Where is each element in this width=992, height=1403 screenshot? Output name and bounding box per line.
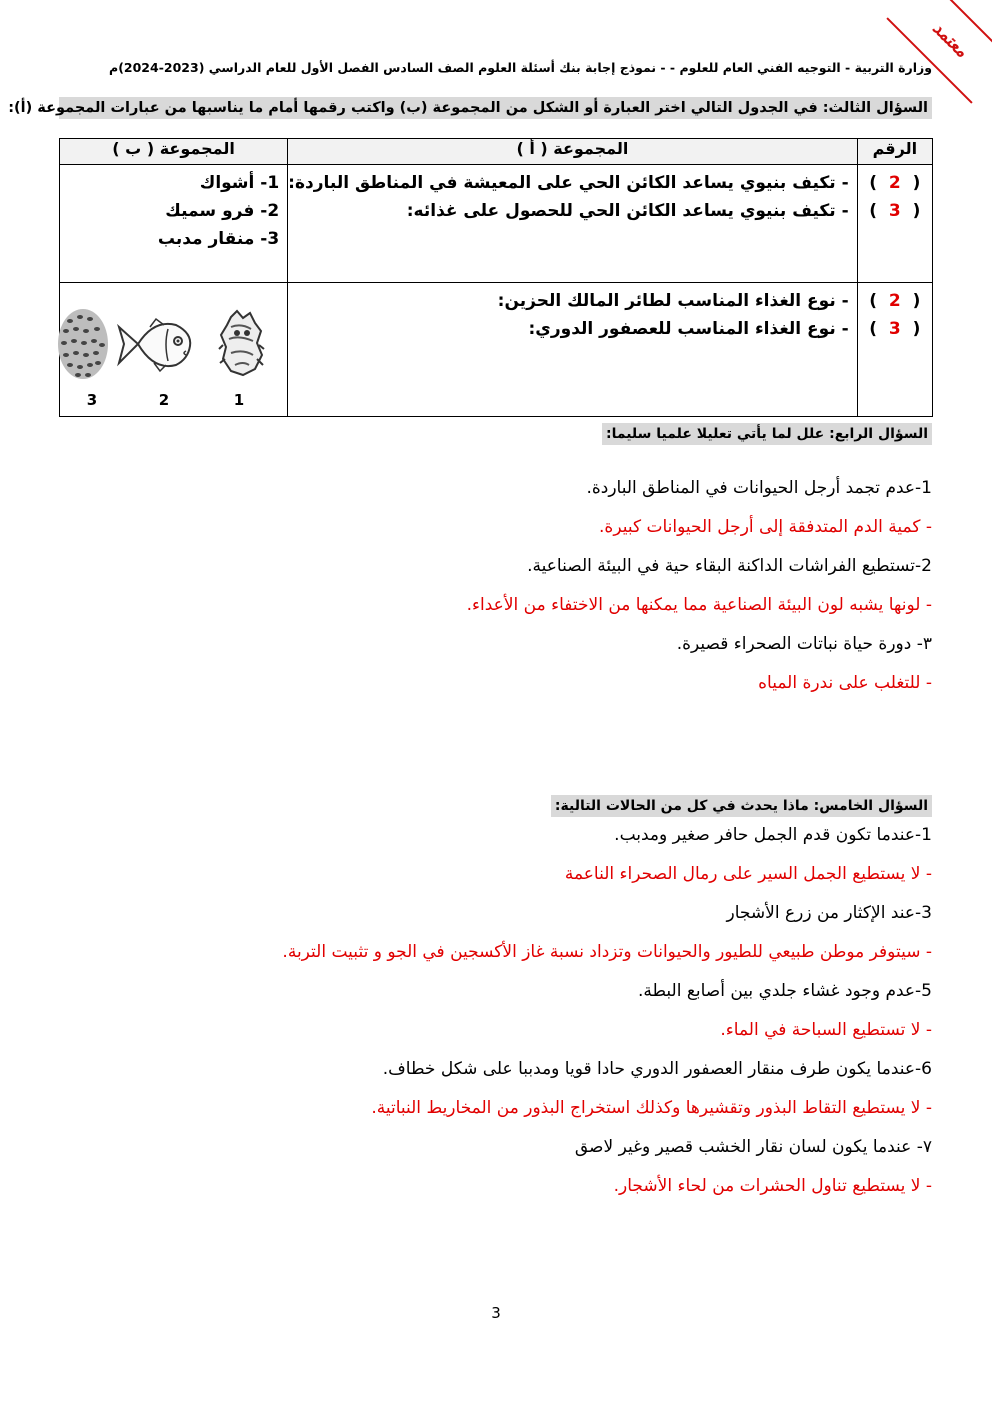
answer-number: 3 bbox=[888, 201, 901, 221]
col-header-num: الرقم bbox=[857, 139, 932, 165]
question-line: 2-تستطيع الفراشات الداكنة البقاء حية في البيئة الصناعية. bbox=[527, 556, 932, 576]
answer-line: - كمية الدم المتدفقة إلى أرجل الحيوانات كبيرة. bbox=[599, 517, 932, 537]
question-line: 3-عند الإكثار من زرع الأشجار bbox=[726, 903, 932, 923]
answer-line: - للتغلب على ندرة المياه bbox=[758, 673, 932, 693]
fish-picture bbox=[116, 313, 194, 375]
q3-heading: السؤال الثالث: في الجدول التالي اختر العبارة أو الشكل من المجموعة (ب) واكتب رقمها أمام ما يناسبها من عبارات المجموعة (أ): bbox=[59, 97, 932, 119]
group-a-cell bbox=[288, 165, 858, 283]
question-line: ٧- عندما يكون لسان نقار الخشب قصير وغير لاصق bbox=[574, 1137, 932, 1157]
approved-stamp bbox=[886, 0, 992, 104]
table-row bbox=[60, 283, 933, 417]
question-line: 1-عندما تكون قدم الجمل حافر صغير ومدبب. bbox=[614, 825, 932, 845]
group-a-item: - نوع الغذاء المناسب لطائر المالك الحزين: bbox=[497, 291, 849, 311]
page-header: وزارة التربية - التوجيه الفني العام للعلوم - - نموذج إجابة بنك أسئلة العلوم الصف السادس الفصل الأول للعام الدراسي (2023-2024)م bbox=[109, 60, 932, 75]
question-line: ٣- دورة حياة نباتات الصحراء قصيرة. bbox=[676, 634, 932, 654]
answer-number: 3 bbox=[888, 319, 901, 339]
question-line: 6-عندما يكون طرف منقار العصفور الدوري حادا قويا ومدببا على شكل خطاف. bbox=[382, 1059, 932, 1079]
answer-number: 2 bbox=[888, 173, 901, 193]
answer-line: - لا يستطيع التقاط البذور وتقشيرها وكذلك استخراج البذور من المخاريط النباتية. bbox=[371, 1098, 932, 1118]
group-a-item: - تكيف بنيوي يساعد الكائن الحي على المعيشة في المناطق الباردة: bbox=[288, 173, 849, 193]
answer-line: - لا تستطيع السباحة في الماء. bbox=[720, 1020, 932, 1040]
pictures-cell bbox=[60, 283, 288, 417]
picture-label: 1 bbox=[233, 391, 245, 409]
group-a-item: - تكيف بنيوي يساعد الكائن الحي للحصول على غذائه: bbox=[406, 201, 849, 221]
answer-line: - لونها يشبه لون البيئة الصناعية مما يمكنها من الاختفاء من الأعداء. bbox=[466, 595, 932, 615]
picture-label: 2 bbox=[158, 391, 170, 409]
question-line: 1-عدم تجمد أرجل الحيوانات في المناطق الباردة. bbox=[586, 478, 932, 498]
answer-line: - لا يستطيع الجمل السير على رمال الصحراء الناعمة bbox=[564, 864, 932, 884]
question-line: 5-عدم وجود غشاء جلدي بين أصابع البطة. bbox=[637, 981, 932, 1001]
group-b-item: 1- أشواك bbox=[199, 173, 280, 193]
q4-heading: السؤال الرابع: علل لما يأتي تعليلا علميا سليما: bbox=[602, 423, 932, 445]
picture-label: 3 bbox=[86, 391, 98, 409]
answer-line: - سيتوفر موطن طبيعي للطيور والحيوانات وتزداد نسبة غاز الأكسجين في الجو و تثبيت التربة. bbox=[282, 942, 932, 962]
group-a-item: - نوع الغذاء المناسب للعصفور الدوري: bbox=[528, 319, 849, 339]
answer-number: 2 bbox=[888, 291, 901, 311]
seeds-picture bbox=[56, 307, 110, 381]
insect-picture bbox=[217, 309, 265, 379]
col-header-group-b: المجموعة ( ب ) bbox=[60, 139, 288, 165]
group-b-item: 3- منقار مدبب bbox=[157, 229, 280, 249]
num-cell: ( 2 ) ( 3 ) bbox=[857, 283, 932, 417]
num-cell: ( 2 ) ( 3 ) bbox=[857, 165, 932, 283]
col-header-group-a: المجموعة ( أ ) bbox=[288, 139, 858, 165]
stamp-text: معتمد bbox=[928, 18, 972, 62]
page-number: 3 bbox=[491, 1304, 501, 1322]
group-a-cell bbox=[288, 283, 858, 417]
answer-line: - لا يستطيع تناول الحشرات من لحاء الأشجار. bbox=[613, 1176, 932, 1196]
table-header-row bbox=[60, 139, 933, 165]
q5-heading: السؤال الخامس: ماذا يحدث في كل من الحالات التالية: bbox=[551, 795, 932, 817]
group-b-item: 2- فرو سميك bbox=[165, 201, 280, 221]
table-row bbox=[60, 165, 933, 283]
group-b-cell bbox=[60, 165, 288, 283]
matching-table bbox=[59, 138, 933, 417]
